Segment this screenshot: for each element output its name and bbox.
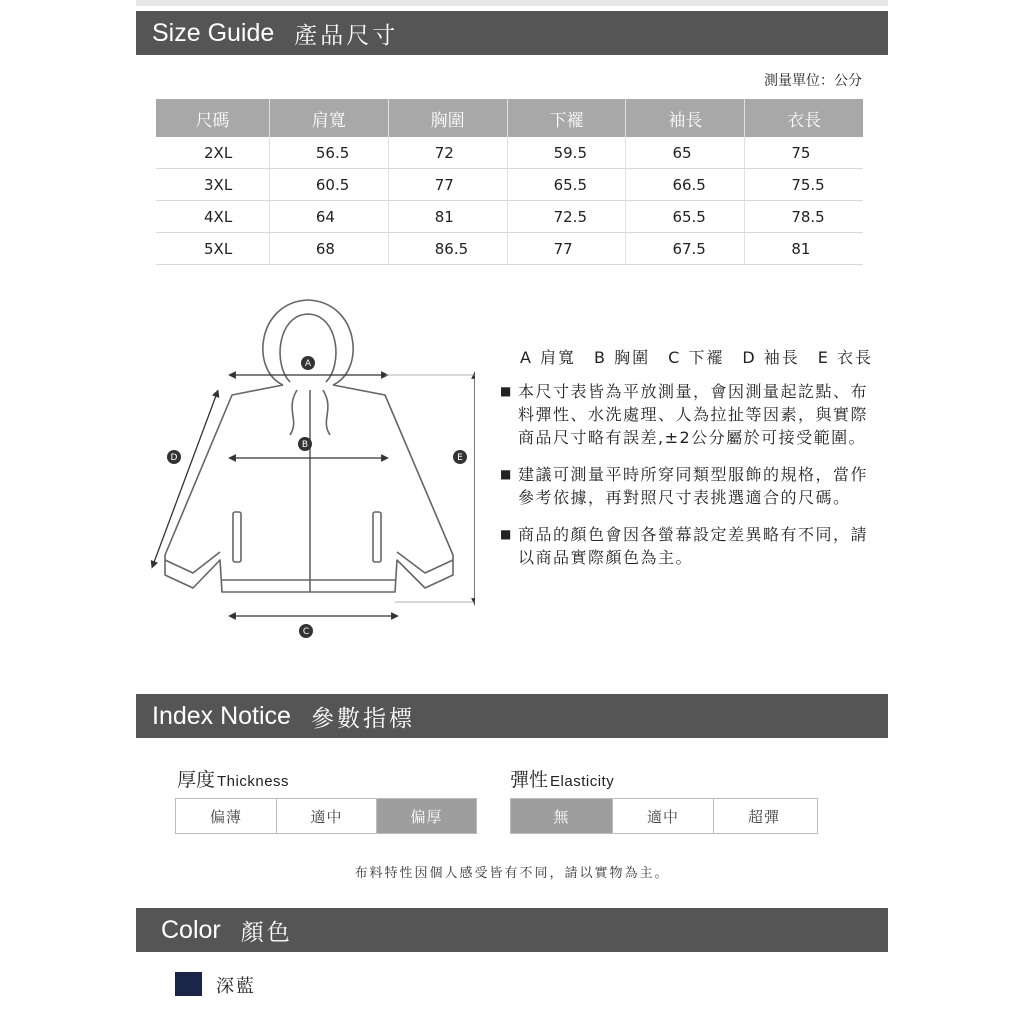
size-guide-header	[136, 11, 888, 55]
cell: 81	[388, 201, 507, 233]
header-shoulder: 肩寬	[269, 99, 388, 137]
elasticity-option-none: 無	[511, 799, 612, 833]
cell: 77	[507, 233, 626, 265]
thickness-option-medium: 適中	[276, 799, 376, 833]
size-table-header-row	[156, 99, 863, 137]
measurement-legend: A 肩寬 B 胸圍 C 下襬 D 袖長 E 衣長	[520, 348, 873, 367]
cell: 60.5	[269, 169, 388, 201]
color-title-zh: 顏色	[240, 919, 293, 946]
marker-a: A	[304, 359, 312, 369]
bullet-icon: ■	[500, 527, 513, 541]
cell: 75.5	[745, 169, 863, 201]
note-item: ■ 商品的顏色會因各螢幕設定差異略有不同，請以商品實際顏色為主。	[500, 525, 869, 567]
header-hem: 下襬	[507, 99, 626, 137]
cell: 56.5	[269, 137, 388, 169]
bullet-icon: ■	[500, 384, 513, 398]
arrow-d	[153, 393, 217, 565]
cell: 4XL	[156, 201, 269, 233]
cell: 65.5	[507, 169, 626, 201]
thickness-title: 厚度 Thickness	[177, 769, 290, 791]
index-notice-title-en: Index Notice	[152, 701, 291, 730]
cell: 75	[745, 137, 863, 169]
elasticity-option-medium: 適中	[612, 799, 713, 833]
note-item: ■ 建議可測量平時所穿同類型服飾的規格，當作參考依據，再對照尺寸表挑選適合的尺碼。	[500, 465, 869, 507]
marker-d: D	[170, 453, 178, 463]
index-notice-header	[136, 694, 888, 738]
table-row	[156, 233, 863, 265]
index-notice-title-zh: 參數指標	[310, 705, 415, 732]
cell: 5XL	[156, 233, 269, 265]
cell: 65.5	[626, 201, 745, 233]
size-notes	[500, 380, 880, 583]
thickness-scale	[175, 798, 477, 834]
size-table	[156, 99, 863, 265]
cell: 2XL	[156, 137, 269, 169]
color-swatch-navy	[175, 972, 202, 996]
cell: 66.5	[626, 169, 745, 201]
size-guide-title-en: Size Guide	[152, 18, 275, 47]
marker-b: B	[301, 440, 309, 450]
marker-e: E	[457, 453, 463, 463]
note-item: ■ 本尺寸表皆為平放測量，會因測量起訖點、布料彈性、水洗處理、人為拉扯等因素，與實際商品尺寸略有誤差,±2公分屬於可接受範圍。	[500, 382, 869, 447]
marker-c: C	[302, 627, 310, 637]
table-row	[156, 201, 863, 233]
cell: 64	[269, 201, 388, 233]
thickness-option-thin: 偏薄	[209, 807, 242, 826]
fabric-footnote: 布料特性因個人感受皆有不同，請以實物為主。	[354, 866, 670, 881]
table-row	[156, 169, 863, 201]
cell: 72.5	[507, 201, 626, 233]
bullet-icon: ■	[500, 467, 513, 481]
elasticity-option-super: 超彈	[713, 799, 814, 833]
top-divider	[136, 0, 888, 6]
color-title-en: Color	[161, 915, 221, 944]
color-header	[136, 908, 888, 952]
cell: 65	[626, 137, 745, 169]
cell: 59.5	[507, 137, 626, 169]
size-guide-title-zh: 產品尺寸	[294, 22, 399, 49]
cell: 3XL	[156, 169, 269, 201]
cell: 68	[269, 233, 388, 265]
table-row	[156, 137, 863, 169]
header-chest: 胸圍	[388, 99, 507, 137]
cell: 81	[745, 233, 863, 265]
header-length: 衣長	[745, 99, 863, 137]
cell: 72	[388, 137, 507, 169]
color-swatch-label: 深藍	[216, 976, 256, 997]
hoodie-diagram	[145, 290, 475, 650]
cell: 77	[388, 169, 507, 201]
cell: 86.5	[388, 233, 507, 265]
elasticity-title: 彈性 Elasticity	[510, 769, 615, 791]
cell: 67.5	[626, 233, 745, 265]
header-sleeve: 袖長	[626, 99, 745, 137]
header-size: 尺碼	[156, 99, 269, 137]
thickness-option-thick: 偏厚	[376, 799, 476, 833]
measurement-unit: 測量單位：公分	[764, 73, 862, 89]
cell: 78.5	[745, 201, 863, 233]
elasticity-scale	[510, 798, 818, 834]
